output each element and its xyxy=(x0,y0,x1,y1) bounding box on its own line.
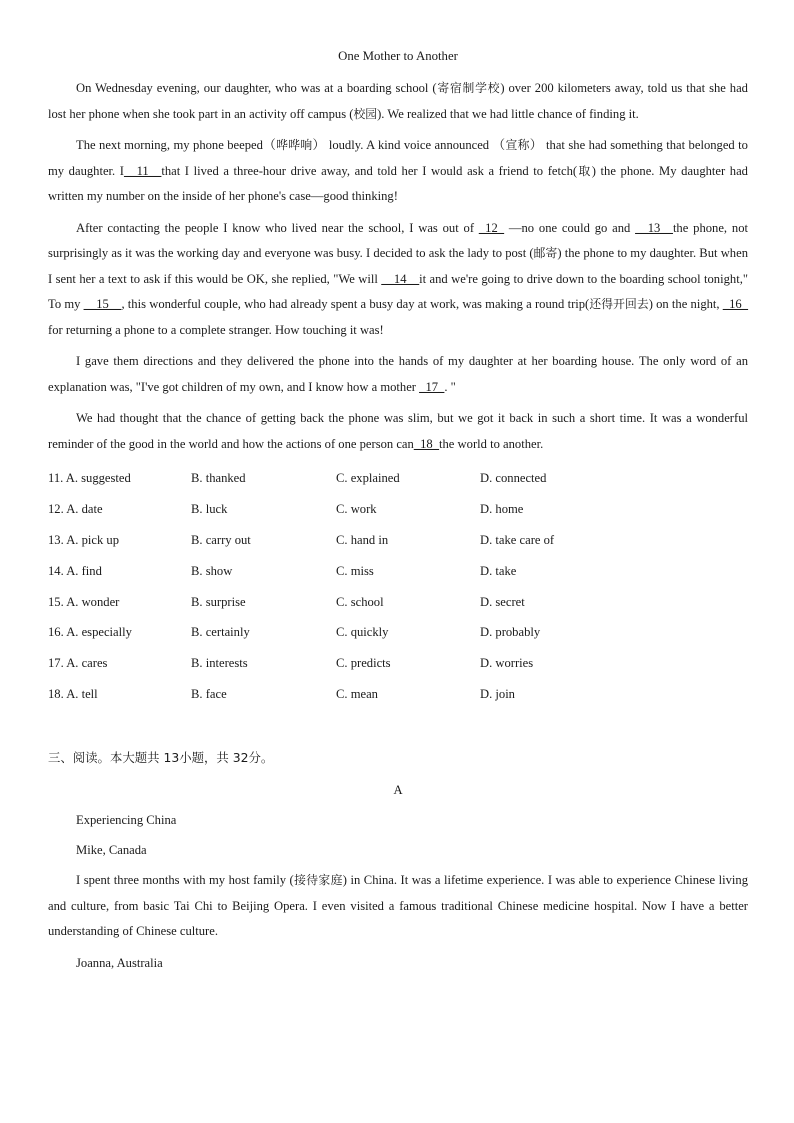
text-run: ） loudly. A kind voice announced （ xyxy=(312,138,506,152)
passage-title: One Mother to Another xyxy=(338,49,458,63)
text-run: ) over 200 kilometers away, told us that she had lost her phone when she took part in an activity off campus ( xyxy=(48,81,748,121)
author-joanna: Joanna, Australia xyxy=(76,955,163,970)
option-cell: B. face xyxy=(191,687,227,702)
option-cell: 11. A. suggested xyxy=(48,470,131,485)
option-cell: D. take xyxy=(480,563,517,578)
text-run: ) on the night, xyxy=(648,297,723,311)
chinese-gloss: 接待家庭 xyxy=(293,873,343,888)
option-row xyxy=(48,587,680,618)
option-row xyxy=(48,494,680,525)
answer-blank: _16_ xyxy=(722,297,748,311)
option-cell: C. explained xyxy=(336,470,400,485)
option-cell: 12. A. date xyxy=(48,501,103,516)
option-cell: D. worries xyxy=(480,656,534,671)
chinese-gloss: 哗哗响 xyxy=(276,138,313,152)
text-run: that I lived a three-hour drive away, and told her I would ask a friend to fetch( xyxy=(161,163,578,178)
option-row xyxy=(48,463,680,494)
option-cell: D. join xyxy=(480,687,515,702)
paragraph xyxy=(48,76,748,127)
cloze-passage xyxy=(48,76,748,457)
option-cell: 16. A. especially xyxy=(48,625,132,640)
chinese-gloss: 还得开回去 xyxy=(589,297,649,311)
answer-blank: _17_ xyxy=(419,379,445,394)
text-run: . " xyxy=(444,379,456,394)
option-cell: C. school xyxy=(336,594,384,609)
paragraph xyxy=(48,406,748,457)
option-row xyxy=(48,525,680,556)
paragraph xyxy=(48,216,748,344)
option-cell: C. quickly xyxy=(336,625,389,640)
document-page xyxy=(48,44,748,975)
option-cell: 15. A. wonder xyxy=(48,594,120,609)
text-run: ) the phone. My daughter had written my number on the inside of her phone's case—good thinking! xyxy=(48,163,748,203)
paragraph xyxy=(48,133,748,210)
option-cell: B. carry out xyxy=(191,532,251,547)
text-run: the phone, not surprisingly as it was the working day and everyone was busy. I decided to ask the lady to post ( xyxy=(48,220,748,260)
answer-blank: __11__ xyxy=(124,163,162,178)
option-cell: C. mean xyxy=(336,687,378,702)
option-cell: C. predicts xyxy=(336,656,391,671)
text-run: I gave them directions and they delivered the phone into the hands of my daughter at her boarding house. The only word of an explanation was, "I've got children of my own, and I know how a mother xyxy=(48,354,748,394)
text-run: ) in China. It was a lifetime experience. I was able to experience Chinese living and culture, from basic Tai Chi to Beijing Opera. I even visited a famous traditional Chinese medicine hospital. Now I have a better understanding of Chinese culture. xyxy=(48,873,748,939)
text-run: We had thought that the chance of getting back the phone was slim, but we got it back in such a short time. It was a wonderful reminder of the good in the world and how the actions of one person can xyxy=(48,411,748,451)
option-cell: D. connected xyxy=(480,470,547,485)
option-row xyxy=(48,556,680,587)
option-cell: C. work xyxy=(336,501,377,516)
option-cell: D. secret xyxy=(480,594,525,609)
option-cell: 18. A. tell xyxy=(48,687,98,702)
option-cell: 14. A. find xyxy=(48,563,102,578)
option-row xyxy=(48,617,680,648)
mike-text xyxy=(48,868,748,945)
text-run: , this wonderful couple, who had already spent a busy day at work, was making a round trip( xyxy=(121,297,590,311)
part-label: A xyxy=(393,783,403,798)
option-cell: B. show xyxy=(191,563,233,578)
text-run: ) the phone to my daughter. But when I sent her a text to ask if this would be OK, she replied, "We will xyxy=(48,246,748,286)
option-row xyxy=(48,679,680,710)
option-cell: B. surprise xyxy=(191,594,246,609)
text-run: ). We realized that we had little chance of finding it. xyxy=(377,106,639,121)
chinese-gloss: 邮寄 xyxy=(533,246,558,260)
text-run: —no one could go and xyxy=(504,220,636,235)
chinese-gloss: 校园 xyxy=(353,106,378,121)
option-cell: 13. A. pick up xyxy=(48,532,120,547)
option-cell: B. thanked xyxy=(191,470,246,485)
option-cell: D. probably xyxy=(480,625,541,640)
option-cell: B. interests xyxy=(191,656,248,671)
answer-blank: __15__ xyxy=(83,297,122,311)
text-run: After contacting the people I know who lived near the school, I was out of xyxy=(76,220,479,235)
text-run: the world to another. xyxy=(439,436,544,451)
chinese-gloss: 寄宿制学校 xyxy=(436,81,501,95)
text-run: ） that she had something that belonged to my daughter. I xyxy=(48,138,748,178)
option-cell: B. luck xyxy=(191,501,228,516)
options-table xyxy=(48,463,680,710)
option-cell: 17. A. cares xyxy=(48,656,108,671)
paragraph xyxy=(48,349,748,400)
reading-title: Experiencing China xyxy=(76,813,177,828)
text-run: The next morning, my phone beeped（ xyxy=(76,138,277,152)
option-cell: C. miss xyxy=(336,563,374,578)
answer-blank: __14__ xyxy=(381,271,420,286)
answer-blank: _18_ xyxy=(413,436,440,451)
author-mike: Mike, Canada xyxy=(76,843,147,858)
option-cell: D. take care of xyxy=(480,532,555,547)
option-cell: C. hand in xyxy=(336,532,389,547)
option-row xyxy=(48,648,680,679)
answer-blank: __13__ xyxy=(635,220,673,235)
text-run: I spent three months with my host family ( xyxy=(76,873,294,888)
chinese-gloss: 取 xyxy=(577,163,592,178)
answer-blank: _12_ xyxy=(478,220,505,235)
text-run: for returning a phone to a complete stranger. How touching it was! xyxy=(48,322,384,337)
section-header: 三、阅读。本大题共 13小题，共 32分。 xyxy=(48,750,274,766)
text-run: On Wednesday evening, our daughter, who was at a boarding school ( xyxy=(76,81,437,95)
option-cell: D. home xyxy=(480,501,524,516)
chinese-gloss: 宣称 xyxy=(505,138,530,152)
text-run: it and we're going to drive down to the boarding school tonight," To my xyxy=(48,271,748,311)
option-cell: B. certainly xyxy=(191,625,250,640)
